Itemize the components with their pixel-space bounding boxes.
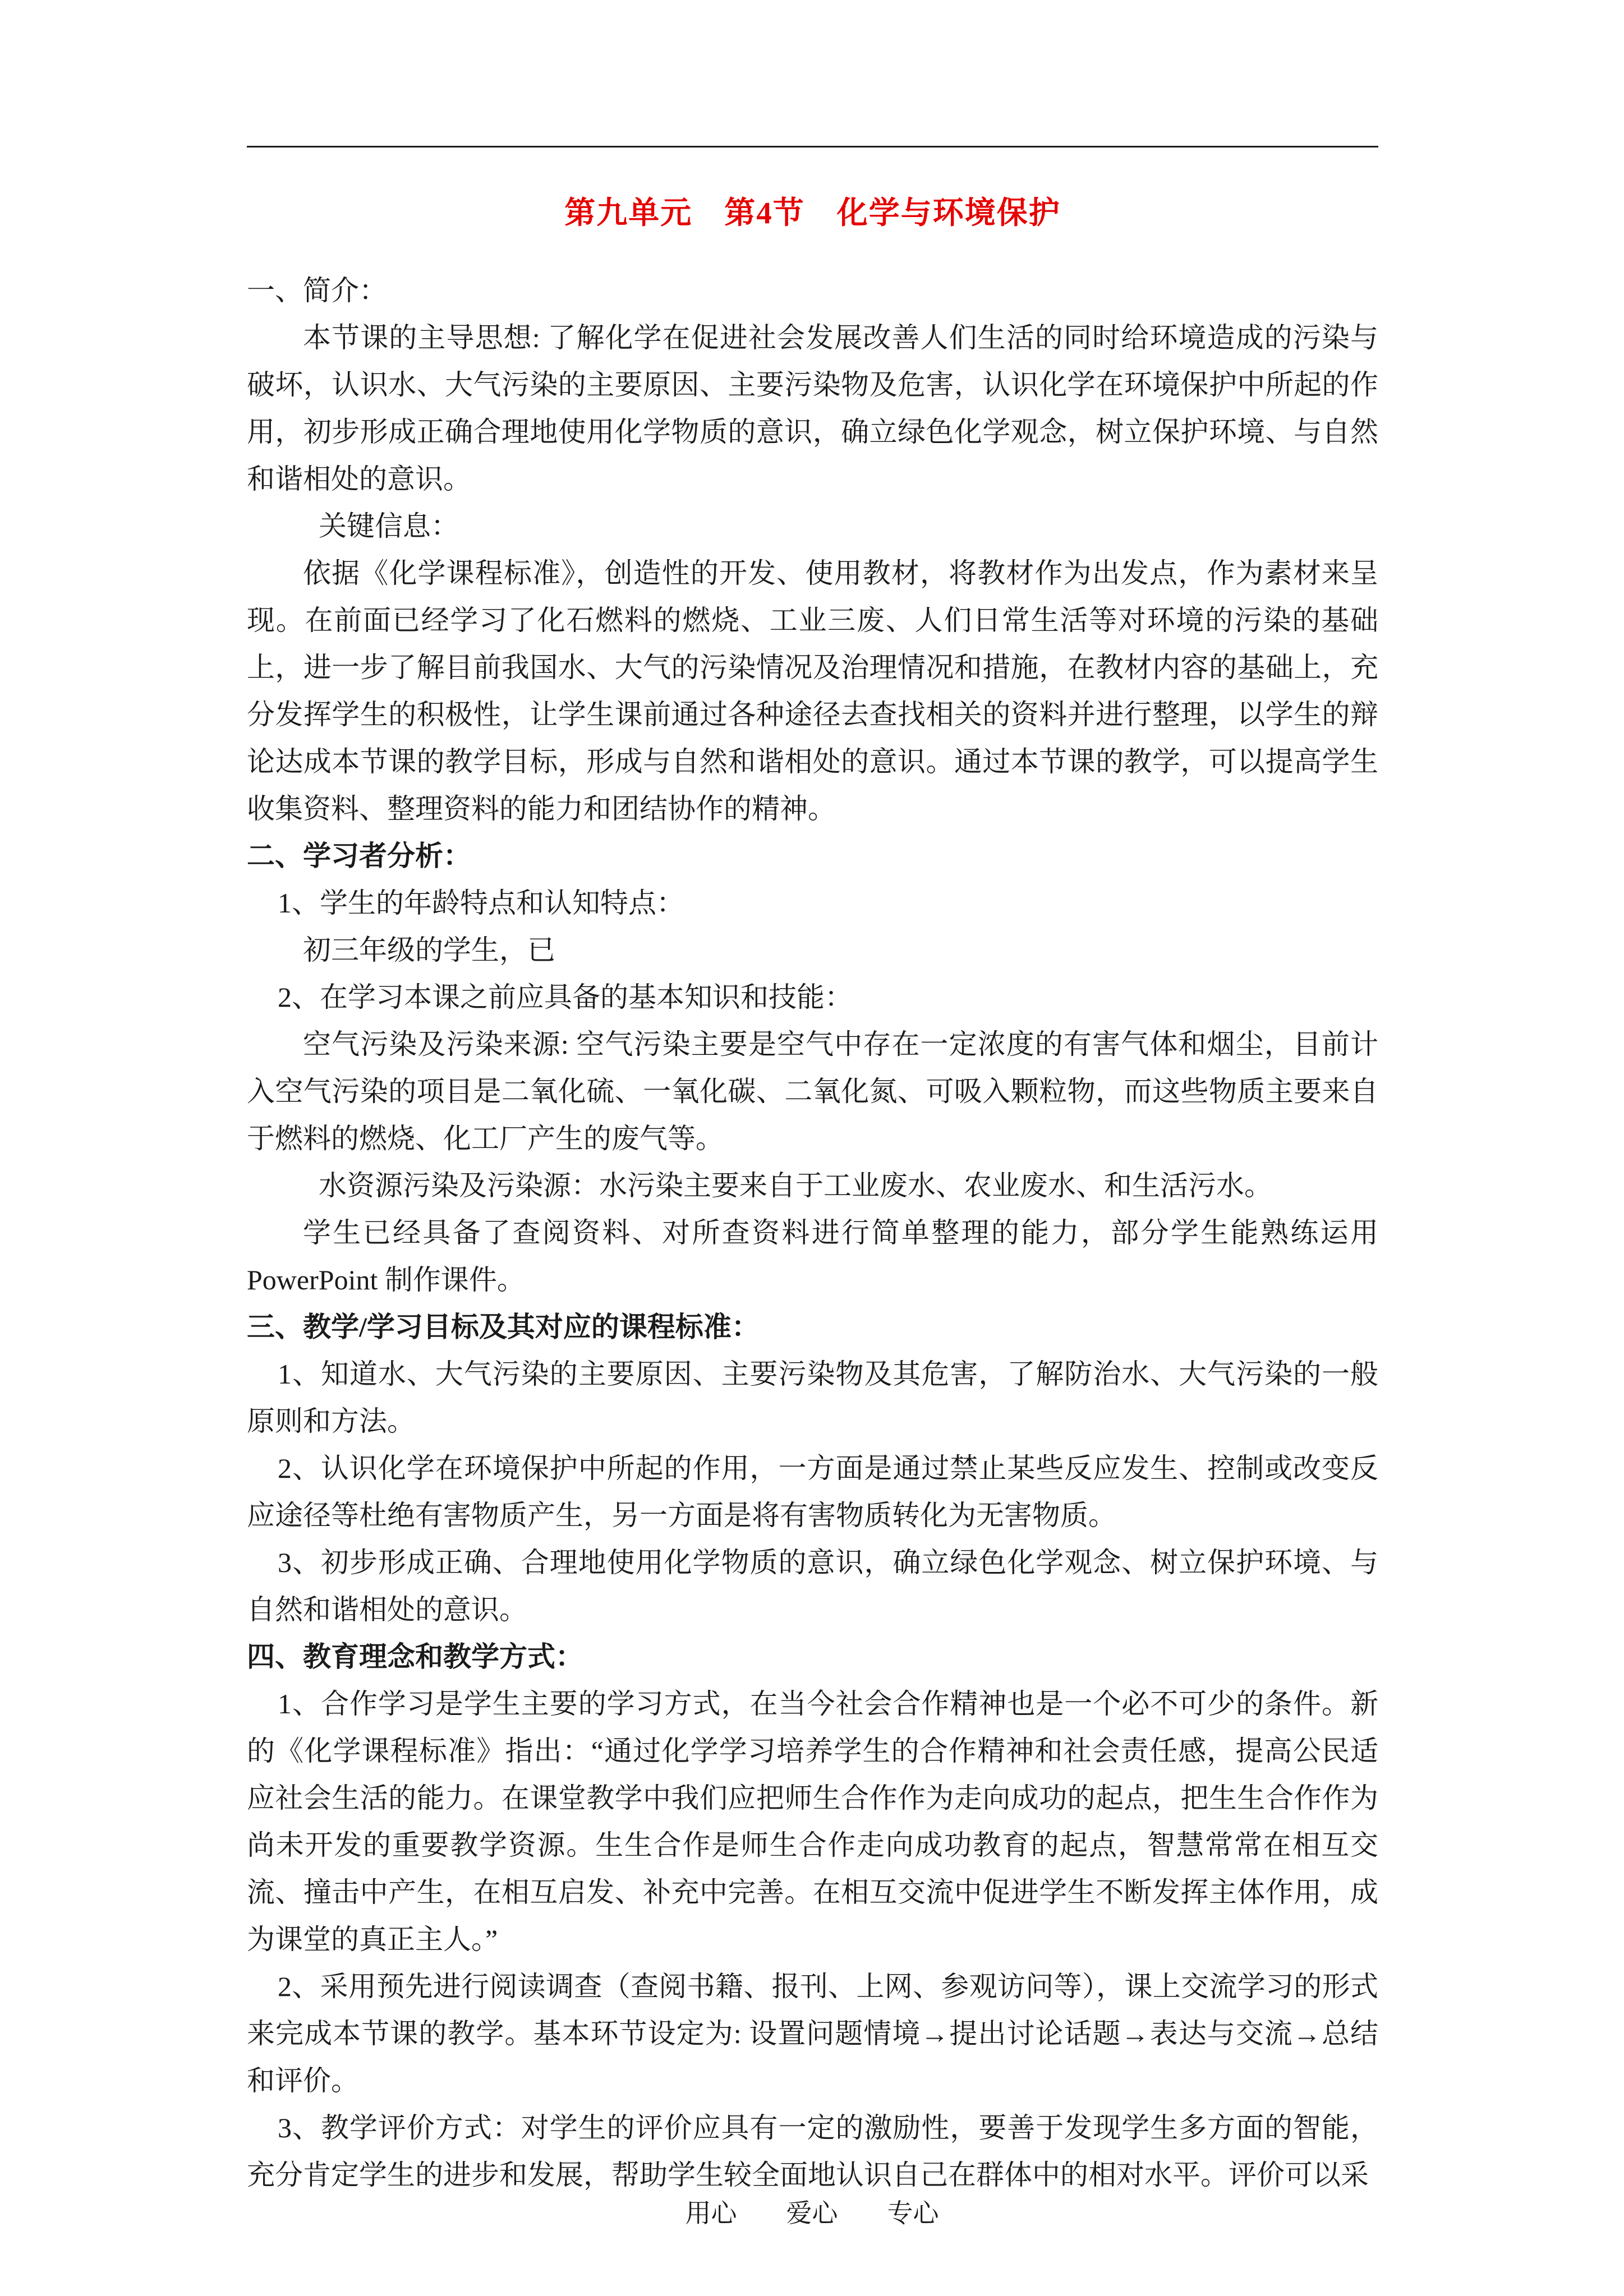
paragraph: 1、知道水、大气污染的主要原因、主要污染物及其危害，了解防治水、大气污染的一般原则和方法。 bbox=[247, 1358, 1378, 1437]
section-heading: 二、学习者分析： bbox=[247, 840, 471, 872]
paragraph: 初三年级的学生，已 bbox=[303, 934, 555, 966]
paragraph: 水资源污染及污染源：水污染主要来自于工业废水、农业废水、和生活污水。 bbox=[319, 1170, 1272, 1201]
paragraph: 本节课的主导思想: 了解化学在促进社会发展改善人们生活的同时给环境造成的污染与破坏，认识水、大气污染的主要原因、主要污染物及危害，认识化学在环境保护中所起的作用，初步形成正确合理地使用化学物质的意识，确立绿色化学观念，树立保护环境、与自然和谐相处的意识。 bbox=[247, 322, 1378, 495]
paragraph: 1、学生的年龄特点和认知特点： bbox=[278, 887, 684, 919]
paragraph: 2、在学习本课之前应具备的基本知识和技能： bbox=[278, 981, 853, 1013]
paragraph: 2、采用预先进行阅读调查（查阅书籍、报刊、上网、参观访问等），课上交流学习的形式来完成本节课的教学。基本环节设定为: 设置问题情境→提出讨论话题→表达与交流→总结和评价。 bbox=[247, 1971, 1378, 2096]
section-heading: 三、教学/学习目标及其对应的课程标准： bbox=[247, 1311, 760, 1343]
footer-word: 用心 bbox=[685, 2199, 737, 2228]
paragraph: 空气污染及污染来源: 空气污染主要是空气中存在一定浓度的有害气体和烟尘，目前计入空气污染的项目是二氧化硫、一氧化碳、二氧化氮、可吸入颗粒物，而这些物质主要来自于燃料的燃烧、化工厂产生的废气等。 bbox=[247, 1029, 1378, 1154]
paragraph: 3、教学评价方式：对学生的评价应具有一定的激励性，要善于发现学生多方面的智能，充分肯定学生的进步和发展，帮助学生较全面地认识自己在群体中的相对水平。评价可以采 bbox=[247, 2112, 1378, 2191]
document-title: 第九单元 第4节 化学与环境保护 bbox=[564, 196, 1061, 230]
header-rule bbox=[247, 146, 1378, 147]
footer-word: 专心 bbox=[887, 2199, 939, 2228]
page-footer bbox=[0, 2193, 1624, 2230]
paragraph: 关键信息： bbox=[319, 510, 459, 542]
section-heading: 四、教育理念和教学方式： bbox=[247, 1641, 583, 1672]
paragraph: 1、合作学习是学生主要的学习方式，在当今社会合作精神也是一个必不可少的条件。新的《化学课程标准》指出：“通过化学学习培养学生的合作精神和社会责任感，提高公民适应社会生活的能力。在课堂教学中我们应把师生合作作为走向成功的起点，把生生合作作为尚未开发的重要教学资源。生生合作是师生合作走向成功教育的起点，智慧常常在相互交流、撞击中产生，在相互启发、补充中完善。在相互交流中促进学生不断发挥主体作用，成为课堂的真正主人。” bbox=[247, 1688, 1378, 1955]
footer-word: 爱心 bbox=[786, 2199, 838, 2228]
paragraph: 学生已经具备了查阅资料、对所查资料进行简单整理的能力，部分学生能熟练运用 PowerPoint 制作课件。 bbox=[247, 1217, 1378, 1295]
paragraph: 3、初步形成正确、合理地使用化学物质的意识，确立绿色化学观念、树立保护环境、与自然和谐相处的意识。 bbox=[247, 1547, 1378, 1625]
document-body bbox=[247, 267, 1378, 2198]
paragraph: 依据《化学课程标准》，创造性的开发、使用教材，将教材作为出发点，作为素材来呈现。在前面已经学习了化石燃料的燃烧、工业三废、人们日常生活等对环境的污染的基础上，进一步了解目前我国水、大气的污染情况及治理情况和措施，在教材内容的基础上，充分发挥学生的积极性，让学生课前通过各种途径去查找相关的资料并进行整理，以学生的辩论达成本节课的教学目标，形成与自然和谐相处的意识。通过本节课的教学，可以提高学生收集资料、整理资料的能力和团结协作的精神。 bbox=[247, 557, 1378, 824]
paragraph: 2、认识化学在环境保护中所起的作用，一方面是通过禁止某些反应发生、控制或改变反应途径等杜绝有害物质产生，另一方面是将有害物质转化为无害物质。 bbox=[247, 1453, 1378, 1531]
section-heading: 一、简介： bbox=[247, 275, 387, 306]
